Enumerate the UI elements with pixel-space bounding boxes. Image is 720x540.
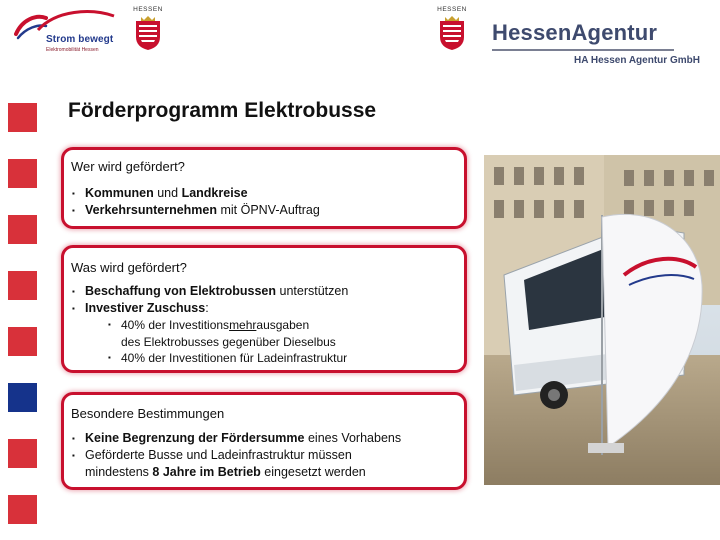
crest-label: HESSEN [437, 6, 467, 13]
slide-title: Förderprogramm Elektrobusse [68, 99, 377, 122]
crest-label: HESSEN [133, 6, 163, 13]
slide-header [0, 0, 720, 80]
list-item: ▪ Keine Begrenzung der Fördersumme eines Vorhabens [71, 430, 401, 447]
hessen-crest-left [128, 6, 168, 54]
section-special-rules [61, 392, 467, 490]
agency-rule [492, 49, 674, 51]
red-square [8, 327, 37, 356]
agency-name: HessenAgentur [492, 20, 658, 45]
red-square [8, 271, 37, 300]
section-who-funded [61, 147, 467, 229]
red-square [8, 495, 37, 524]
list-item: ▪ Beschaffung von Elektrobussen unterstützen [71, 283, 348, 300]
red-square [8, 159, 37, 188]
red-square [8, 103, 37, 132]
section-list [71, 283, 348, 367]
blue-square [8, 383, 37, 412]
red-square [8, 215, 37, 244]
section-heading: Besondere Bestimmungen [71, 406, 225, 421]
section-what-funded [61, 245, 467, 373]
hessen-agentur-logo [492, 20, 712, 70]
hessen-lion-icon [437, 15, 467, 51]
agency-subtitle: HA Hessen Agentur GmbH [574, 55, 700, 66]
section-heading: Wer wird gefördert? [71, 159, 185, 174]
electric-bus-photo [484, 155, 720, 485]
section-heading: Was wird gefördert? [71, 260, 187, 275]
section-list [71, 185, 320, 219]
strom-tagline: Elektromobilität Hessen [46, 47, 99, 53]
sub-list-item: ▪ 40% der Investitionen für Ladeinfrastruktur [107, 350, 348, 367]
sub-list-item-continuation: des Elektrobusses gegenüber Dieselbus [121, 334, 336, 349]
strom-arc-icon [36, 8, 116, 32]
section-list [71, 430, 401, 481]
hessen-lion-icon [133, 15, 163, 51]
list-item: ▪ Kommunen und Landkreise [71, 185, 320, 202]
list-item-continuation: mindestens 8 Jahre im Betrieb eingesetzt werden [85, 465, 366, 479]
list-item: ▪ Investiver Zuschuss: ▪ 40% der Investitionsmehrausgaben des Elektrobusses gegenüber Dieselbus ▪ 40% der Investitionen für Ladeinfrastruktur [71, 300, 348, 367]
bus-scene-illustration [484, 155, 720, 485]
list-item: ▪ Geförderte Busse und Ladeinfrastruktur müssen [71, 447, 401, 464]
sub-list-item: ▪ 40% der Investitionsmehrausgaben [107, 317, 348, 334]
sub-list [107, 317, 348, 367]
decorative-squares [8, 103, 38, 540]
list-item: ▪ Verkehrsunternehmen mit ÖPNV-Auftrag [71, 202, 320, 219]
red-square [8, 439, 37, 468]
strom-brand-text: Strom bewegt [46, 34, 114, 45]
strom-bewegt-logo [14, 8, 116, 56]
hessen-crest-right [432, 6, 472, 54]
